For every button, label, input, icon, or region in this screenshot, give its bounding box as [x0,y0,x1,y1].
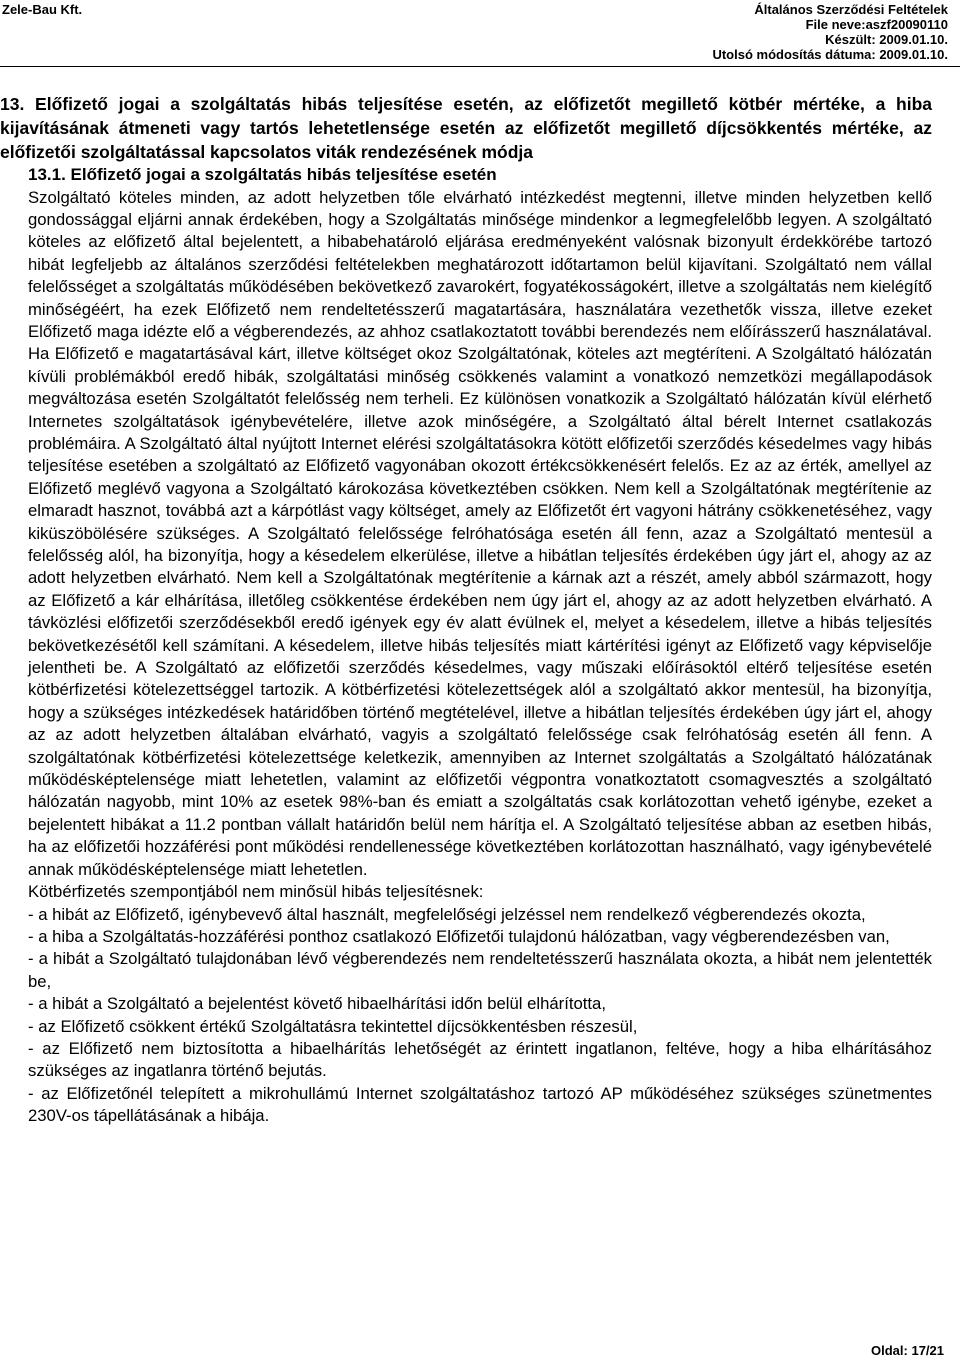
criteria-intro: Kötbérfizetés szempontjából nem minősül hibás teljesítésnek: [28,882,484,902]
document-meta [712,2,948,62]
header-divider [0,66,960,67]
company-name: Zele-Bau Kft. [2,2,83,17]
list-item: - a hibát az Előfizető, igénybevevő által használt, megfelelőségi jelzéssel nem rendelkező végberendezés okozta, [28,904,866,924]
list-item: - az Előfizető nem biztosította a hibaelhárítás lehetőségét az érintett ingatlanon, feltéve, hogy a hiba elhárításához szükséges az ingatlanra történő bejutás. [28,1038,932,1081]
subsection-title: 13.1. Előfizető jogai a szolgáltatás hibás teljesítése esetén [28,165,497,184]
list-item: - a hibát a Szolgáltató a bejelentést követő hibaelhárítási időn belül elhárította, [28,994,606,1014]
document-body [0,92,932,1128]
file-name: File neve:aszf20090110 [805,17,948,32]
list-item: - a hiba a Szolgáltatás-hozzáférési ponthoz csatlakozó Előfizetői tulajdonú hálózatban, vagy végberendezésben van, [28,926,890,946]
body-paragraph: Szolgáltató köteles minden, az adott helyzetben tőle elvárható intézkedést megtenni, illetve minden helyzetben kellő gondossággal eljárni annak érdekében, hogy a Szolgáltatás minősége mindenkor a legmegfelelőbb legyen. A szolgáltató köteles az előfizető által bejelentett, a hibabehatároló eljárása eredményeként valósnak bizonyult érdekkörébe tartozó hibát legfeljebb az általános szerződési feltételekben meghatározott időtartamon belül kijavítani. Szolgáltató nem vállal felelősséget a szolgáltatás működésében bekövetkező zavarokért, fogyatékosságokért, illetve a szolgáltatás nem kielégítő minőségéért, ha ezek Előfizető nem rendeltetésszerű magatartására, használatára vezethetők vissza, illetve ezeket Előfizető maga idézte elő a végberendezés, az ahhoz csatlakoztatott további berendezés nem előírásszerű használatával. Ha Előfizető e magatartásával kárt, illetve költséget okoz Szolgáltatónak, köteles azt megtéríteni. A Szolgáltató hálózatán kívüli problémákból eredő hibák, szolgáltatási minőség csökkenés valamint a vonatkozó nemzetközi megállapodások megváltozása esetén Szolgáltatót felelősség nem terheli. Ez különösen vonatkozik a Szolgáltató hálózatán kívül elérhető Internetes szolgáltatások igénybevételére, illetve azok minőségére, a Szolgáltató által bérelt Internet csatlakozás problémáira. A Szolgáltató által nyújtott Internet elérési szolgáltatásokra kötött előfizetői szerződés késedelmes vagy hibás teljesítése esetében a szolgáltató az Előfizető vagyonában okozott értékcsökkenésért felelős. Ez az az érték, amellyel az Előfizető meglévő vagyona a Szolgáltató károkozása következtében csökken. Nem kell a Szolgáltatónak megtérítenie az elmaradt hasznot, továbbá azt a kárpótlást vagy költséget, amely az Előfizetőt ért vagyoni hátrány csökkenetéséhez, vagy kiküszöbölésére szükséges. A Szolgáltató felelőssége felróhatósága esetén áll fenn, azaz a Szolgáltató mentesül a felelősség alól, ha bizonyítja, hogy a késedelem elkerülése, illetve a hibátlan teljesítés érdekében úgy járt el, ahogy az az adott helyzetben elvárható. Nem kell a Szolgáltatónak megtérítenie a kárnak azt a részét, amely abból származott, hogy az Előfizető a kár elhárítása, illetőleg csökkentése érdekében nem úgy járt el, ahogy az az adott helyzetben elvárható. A távközlési előfizetői szerződésekből eredő igények egy év alatt évülnek el, melyet a késedelem, illetve a hibás teljesítés bekövetkezésétől kell számítani. A késedelem, illetve hibás teljesítés miatt kártérítési igényt az Előfizető vagy képviselője jelentheti be. A Szolgáltató az előfizetői szerződés késedelmes, vagy műszaki előírásoktól eltérő teljesítése esetén kötbérfizetési kötelezettséggel tartozik. A kötbérfizetési kötelezettségek alól a szolgáltató akkor mentesül, ha bizonyítja, hogy a szükséges intézkedések határidőben történő megtételével, illetve a hibátlan teljesítés érdekében úgy járt el, ahogy az az adott helyzetben általában elvárható, vagyis a szolgáltató felelőssége csak felróhatóság esetén áll fenn. A szolgáltatónak kötbérfizetési kötelezettsége keletkezik, amennyiben az Internet szolgáltatás a Szolgáltató hálózatának működésképtelensége miatt lehetetlen, valamint az előfizetői végpontra vonatkoztatott csomagvesztés a szolgáltató hálózatán nagyobb, mint 10% az esetek 98%-ban és emiatt a szolgáltatás csak korlátozottan vehető igénybe, ezeket a bejelentett hibákat a 11.2 pontban vállalt határidőn belül nem hárítja el. A Szolgáltató teljesítése abban az esetben hibás, ha az előfizetői hozzáférési pont működési rendellenessége következtében korlátozottan használható, vagy igénybevételé annak működésképtelensége miatt lehetetlen. [28,187,932,879]
list-item: - az Előfizetőnél telepített a mikrohullámú Internet szolgáltatáshoz tartozó AP működéséhez szükséges szünetmentes 230V-os tápellátásának a hibája. [28,1083,932,1126]
document-title: Általános Szerződési Feltételek [754,2,948,17]
criteria-list [28,904,932,1128]
page-number: Oldal: 17/21 [871,1343,944,1358]
created-date: Készült: 2009.01.10. [825,32,948,47]
list-item: - az Előfizető csökkent értékű Szolgáltatásra tekintettel díjcsökkentésben részesül, [28,1016,638,1036]
modified-date: Utolsó módosítás dátuma: 2009.01.10. [712,47,948,62]
section-title: 13. Előfizető jogai a szolgáltatás hibás teljesítése esetén, az előfizetőt megillető kötbér mértéke, a hiba kijavításának átmeneti vagy tartós lehetetlensége esetén az előfizetőt megillető díjcsökkentés mértéke, az előfizetői szolgáltatással kapcsolatos viták rendezésének módja [0,94,932,162]
list-item: - a hibát a Szolgáltató tulajdonában lévő végberendezés nem rendeltetésszerű használata okozta, a hibát nem jelentették be, [28,949,932,991]
